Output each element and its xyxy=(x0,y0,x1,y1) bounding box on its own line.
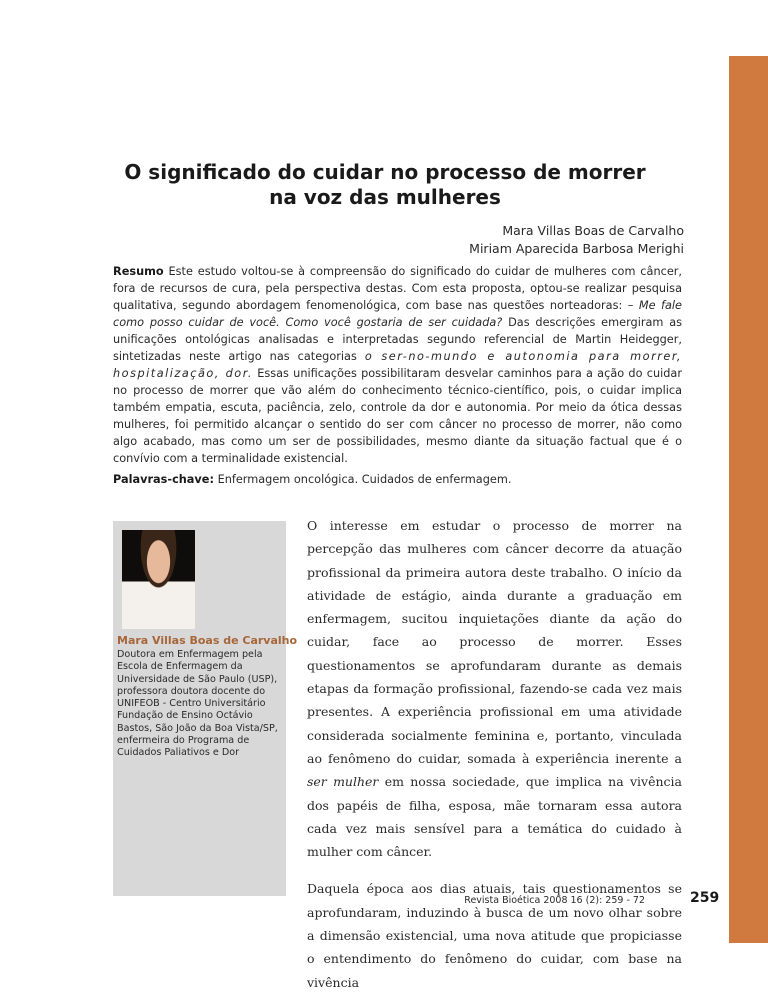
body-paragraph-1 xyxy=(307,514,682,863)
article-title: O significado do cuidar no processo de morrer na voz das mulheres xyxy=(124,160,646,209)
journal-citation: Revista Bioética 2008 16 (2): 259 - 72 xyxy=(464,895,645,906)
body-p1-b: em nossa sociedade, que implica na vivência dos papéis de filha, esposa, mãe tornaram essa autora cada vez mais sensível para a temática do cuidado à mulher com câncer. xyxy=(307,774,682,860)
categories-article: o xyxy=(364,350,374,363)
page-number: 259 xyxy=(690,890,720,906)
abstract-categories: ser-no-mundo e autonomia para morrer, hospitalização, dor. xyxy=(113,350,683,380)
author-2: Miriam Aparecida Barbosa Merighi xyxy=(469,241,684,256)
body-emphasis: ser mulher xyxy=(307,774,379,790)
bio-name: Mara Villas Boas de Carvalho xyxy=(117,634,298,647)
abstract-text-1: Este estudo voltou-se à compreensão do significado do cuidar de mulheres com câncer, fora de recursos de cura, pela perspectiva destas. Com esta proposta, optou-se realizar pesquisa qualitativa, segundo abordagem fenomenológica, com base nas questões norteadoras: – xyxy=(113,265,683,312)
body-paragraph-2: Daquela época aos dias atuais, tais questionamentos se aprofundaram, induzindo à busca de um novo olhar sobre a dimensão existencial, uma nova atitude que propiciasse o entendimento do fenômeno do cuidar, com base na vivência xyxy=(307,881,682,990)
guiding-questions: Me fale como posso cuidar de você. Como você gostaria de ser cuidada? xyxy=(113,299,682,329)
abstract-text-2: Das descrições emergiram as unificações ontológicas analisadas e interpretadas segundo referencial de Martin Heidegger, sintetizadas neste artigo nas categorias xyxy=(113,316,683,363)
keywords-label: Palavras-chave: xyxy=(113,473,214,486)
author-1: Mara Villas Boas de Carvalho xyxy=(502,223,684,238)
author-bio-box xyxy=(113,521,298,896)
author-list xyxy=(469,222,684,258)
abstract-text-3: Essas unificações possibilitaram desvelar caminhos para a ação do cuidar no processo de morrer que vão além do conhecimento técnico-científico, pois, o cuidar implica também empatia, escuta, paciência, zelo, controle da dor e autonomia. Por meio da ótica dessas mulheres, foi permitido alcançar o sentido do ser com câncer no processo de morrer, não como algo acabado, mas como um ser de possibilidades, mesmo diante da situação factual que é o convívio com a terminalidade existencial. xyxy=(113,367,682,465)
bio-text: Doutora em Enfermagem pela Escola de Enfermagem da Universidade de São Paulo (USP), professora doutora docente do UNIFEOB - Centro Universitário Fundação de Ensino Octávio Bastos, São João da Boa Vista/SP, enfermeira do Programa de Cuidados Paliativos e Dor xyxy=(117,649,278,759)
abstract xyxy=(113,263,682,467)
abstract-label: Resumo xyxy=(113,265,164,278)
body-text xyxy=(307,514,682,994)
keywords-text: Enfermagem oncológica. Cuidados de enfermagem. xyxy=(217,473,512,486)
body-p1-a: O interesse em estudar o processo de morrer na percepção das mulheres com câncer decorre da atuação profissional da primeira autora deste trabalho. O início da atividade de estágio, ainda durante a graduação em enfermagem, sucitou inquietações diante da ação do cuidar, face ao processo de morrer. Esses questionamentos se aprofundaram durante as demais etapas da formação profissional, fazendo-se cada vez mais presentes. A experiência profissional em uma atividade considerada socialmente feminina e, portanto, vinculada ao fenômeno do cuidar, somada à experiência inerente a xyxy=(307,518,682,766)
keywords xyxy=(113,471,682,488)
side-color-tab xyxy=(729,56,768,943)
author-photo xyxy=(122,530,195,629)
